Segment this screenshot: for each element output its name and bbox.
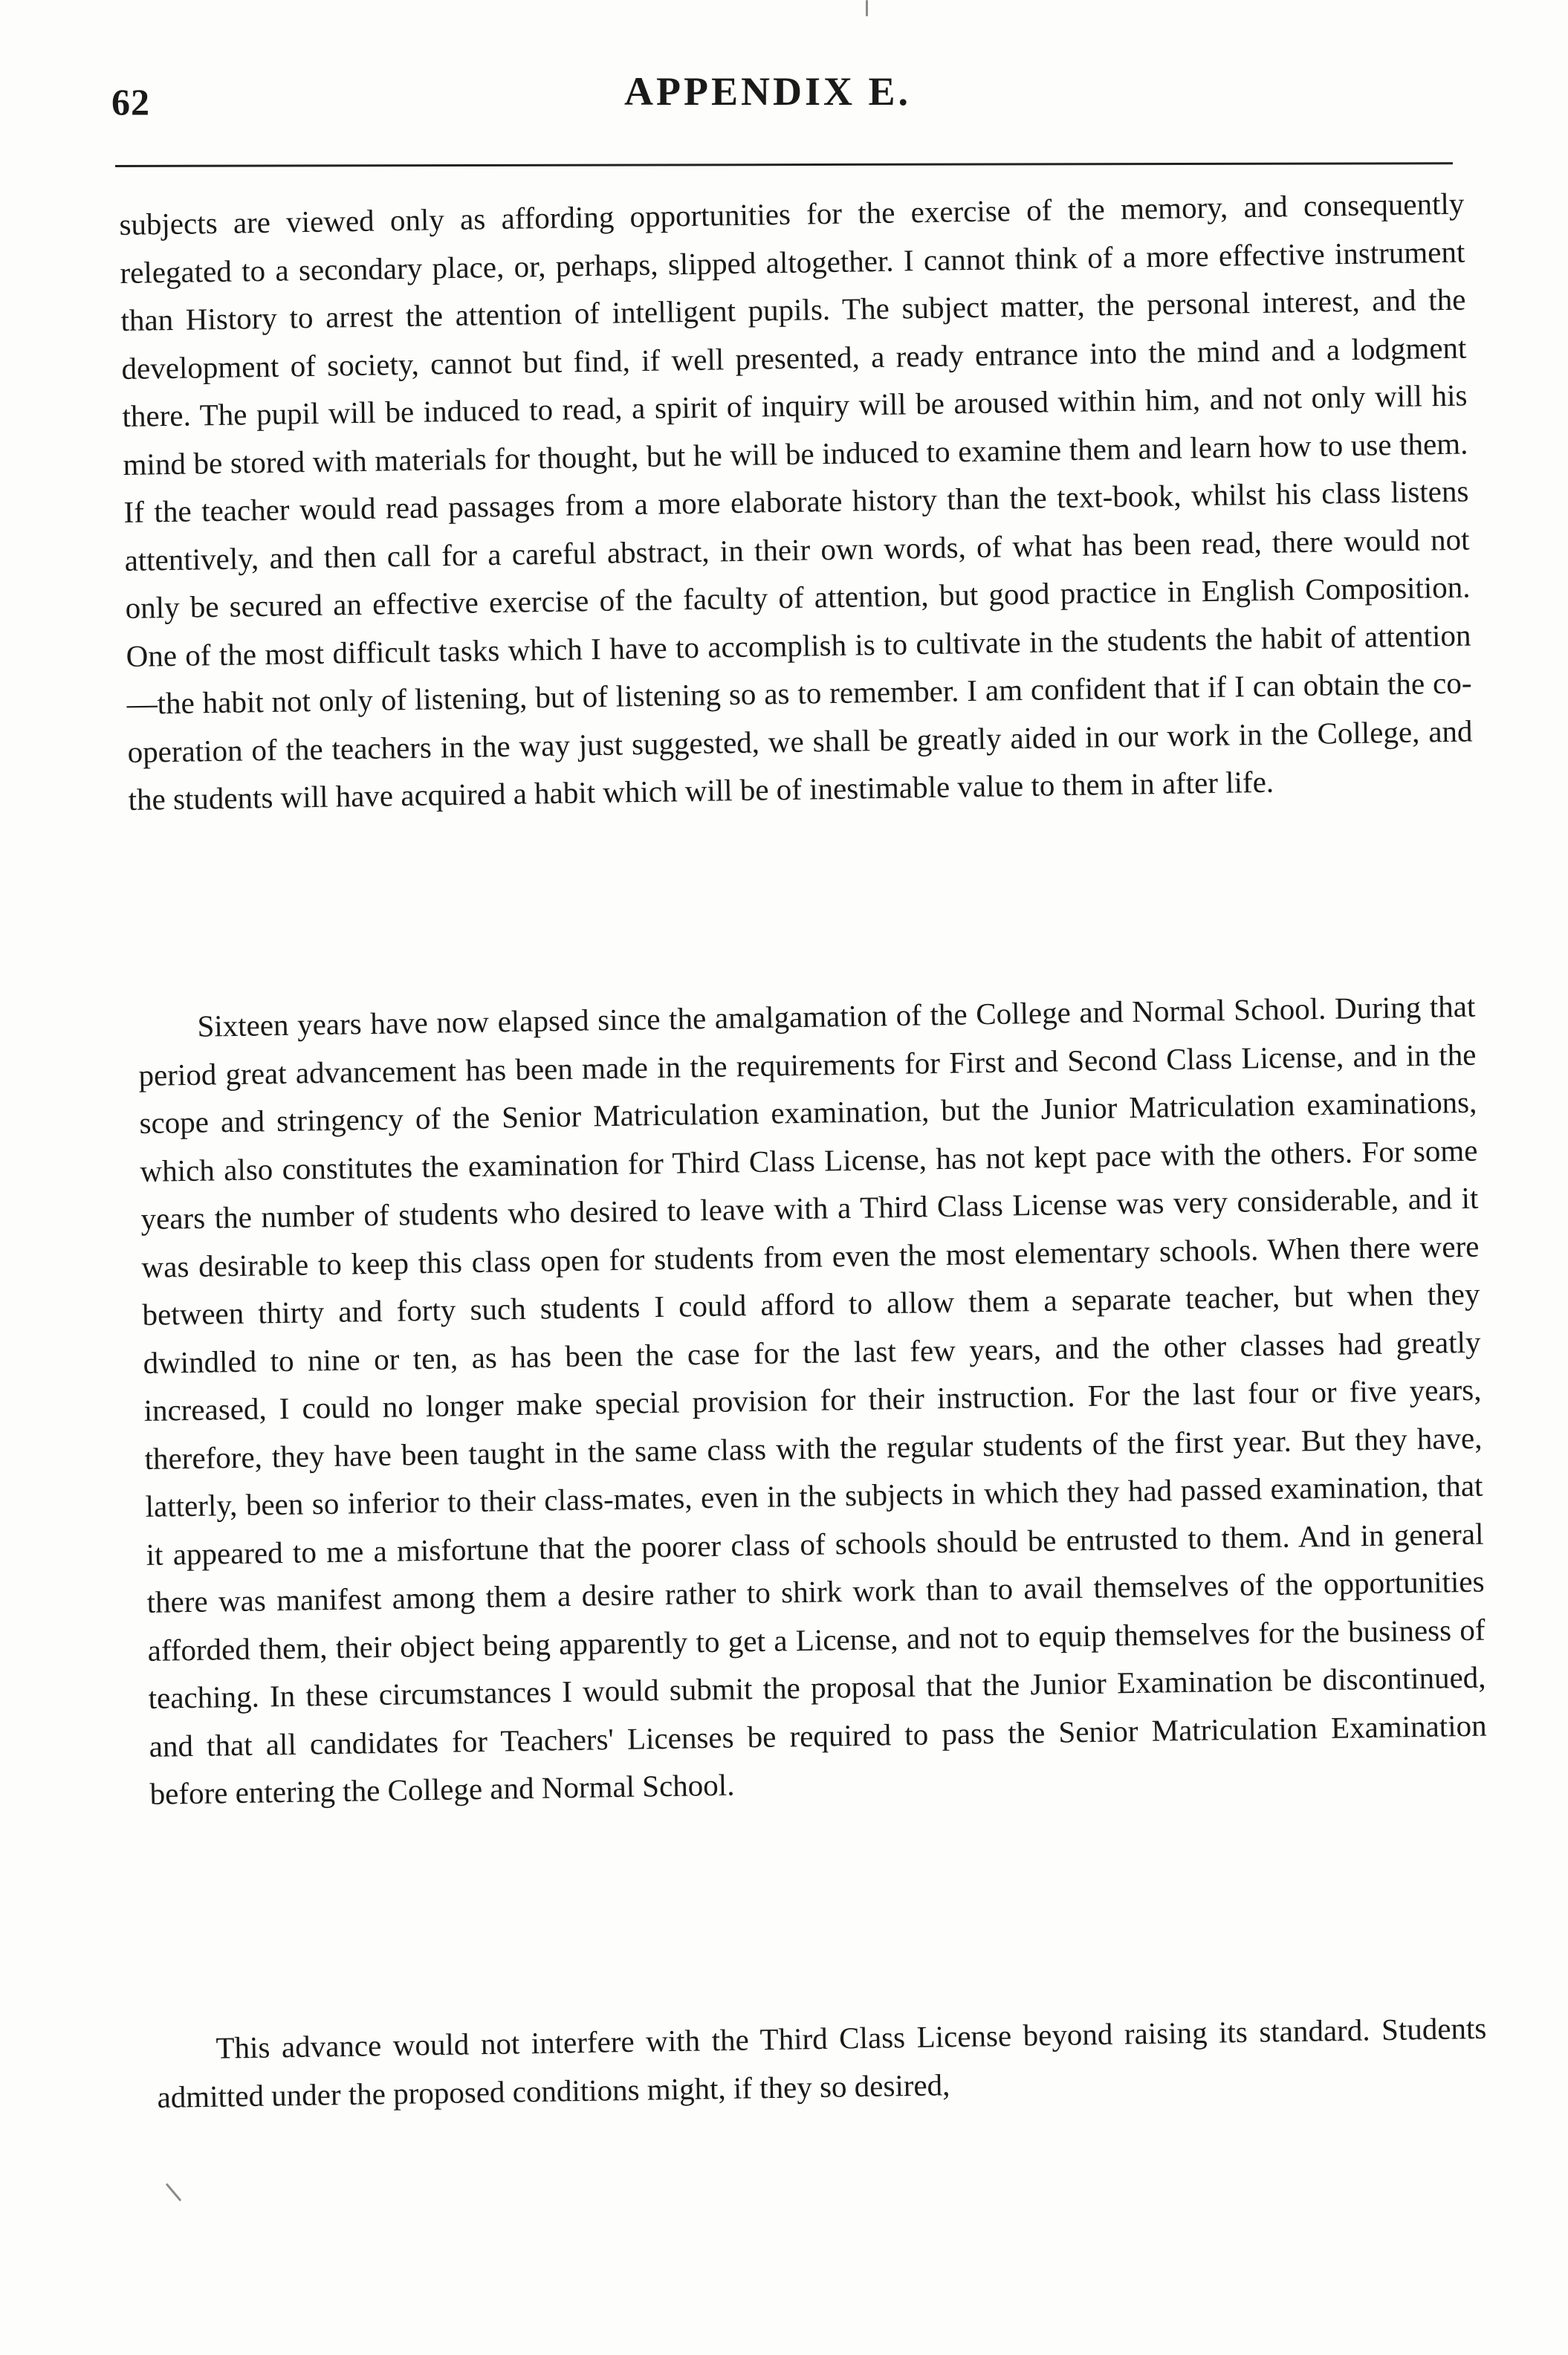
scan-speck bbox=[866, 0, 868, 16]
scan-speck bbox=[166, 2183, 182, 2202]
paragraph-amalgamation: Sixteen years have now elapsed since the amalgamation of the College and Normal School. During that period great advancement has been made in the requirements for First and Second Class License, and in the scope and stringency of the Senior Matriculation examination, but the Junior Matriculation examinations, which also constitutes the examination for Third Class License, has not kept pace with the others. For some years the number of students who desired to leave with a Third Class License was very considerable, and it was desirable to keep this class open for students from even the most elementary schools. When there were between thirty and forty such students I could afford to allow them a separate teacher, but when they dwindled to nine or ten, as has been the case for the last few years, and the other classes had greatly increased, I could no longer make special provision for their instruction. For the last four or five years, therefore, they have been taught in the same class with the regular students of the first year. But they have, latterly, been so inferior to their class-mates, even in the subjects in which they had passed examination, that it appeared to me a misfortune that the poorer class of schools should be entrusted to them. And in general there was manifest among them a desire rather to shirk work than to avail themselves of the opportunities afforded them, their object being apparently to get a License, and not to equip themselves for the business of teaching. In these circumstances I would submit the proposal that the Junior Examination be discontinued, and that all candidates for Teachers' Licenses be required to pass the Senior Matriculation Examination before entering the College and Normal School. bbox=[138, 988, 1487, 1811]
paragraph-advance: This advance would not interfere with the Third Class License beyond raising its standard. Students admitted under the proposed conditions might, if they so desired, bbox=[157, 2010, 1487, 2114]
running-head-title: APPENDIX E. bbox=[624, 69, 912, 114]
paragraph-continued: subjects are viewed only as affording opportunities for the exercise of the memory, and consequently relegated to a secondary place, or, perhaps, slipped altogether. I cannot think of a more effective instrument than History to arrest the attention of intelligent pupils. The subject matter, the personal interest, and the development of society, cannot but find, if well presented, a ready entrance into the mind and a lodgment there. The pupil will be induced to read, a spirit of inquiry will be aroused within him, and not only will his mind be stored with materials for thought, but he will be induced to examine them and learn how to use them. If the teacher would read passages from a more elaborate history than the text-book, whilst his class listens attentively, and then call for a careful abstract, in their own words, of what has been read, there would not only be secured an effective exercise of the faculty of attention, but good practice in English Composition. One of the most difficult tasks which I have to accomplish is to cultivate in the students the habit of attention—the habit not only of listening, but of listening so as to remember. I am confident that if I can obtain the co-operation of the teachers in the way just suggested, we shall be greatly aided in our work in the College, and the students will have acquired a habit which will be of inestimable value to them in after life. bbox=[119, 186, 1473, 817]
page-number: 62 bbox=[111, 81, 150, 123]
header-rule bbox=[115, 162, 1453, 167]
